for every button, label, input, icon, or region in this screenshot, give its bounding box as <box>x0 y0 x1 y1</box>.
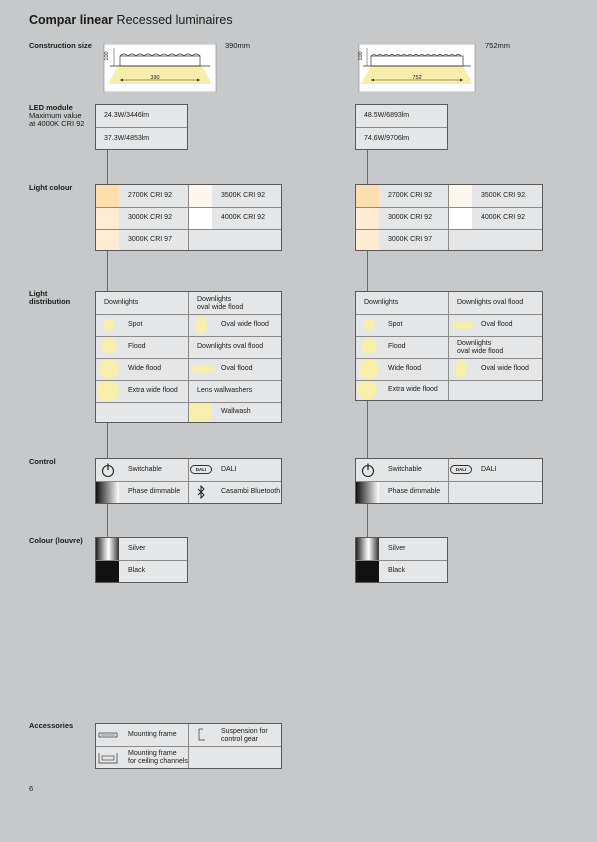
section-light-distribution <box>29 290 70 306</box>
dist-subheader-line: oval wide flood <box>457 348 504 355</box>
dim-height-right: 100 <box>358 51 364 61</box>
luminaire-section-drawing-752 <box>357 44 477 92</box>
dist-option: Spot <box>388 321 403 328</box>
colour-option: 3000K CRI 97 <box>128 235 172 243</box>
colour-option: 3500K CRI 92 <box>221 192 265 199</box>
power-switch-icon <box>360 462 376 478</box>
swatch-3500k <box>449 185 472 207</box>
ceiling-channel-frame-icon <box>98 750 118 766</box>
power-switch-icon <box>100 462 116 478</box>
accessory-option <box>128 747 188 769</box>
dist-option: Flood <box>388 343 406 350</box>
control-option: Switchable <box>128 466 162 473</box>
led-value: 48.5W/6893lm <box>364 112 410 119</box>
silver-louvre-swatch <box>96 538 119 560</box>
led-module-sub1: Maximum value <box>29 111 82 120</box>
dist-option: Oval flood <box>221 365 253 372</box>
beam-oval-wide-flood-icon <box>195 316 207 334</box>
row-divider <box>356 560 447 561</box>
control-option: Phase dimmable <box>388 488 441 495</box>
page-number: 6 <box>29 784 34 793</box>
dist-subheader <box>457 337 503 359</box>
dist-header-line: Downlights <box>197 296 232 303</box>
colour-option: Black <box>388 567 406 574</box>
colour-option: 3500K CRI 92 <box>481 192 525 199</box>
dim-height-left: 100 <box>104 51 110 61</box>
led-module-sub2: at 4000K CRI 92 <box>29 119 85 128</box>
connector-line <box>367 503 368 537</box>
swatch-4000k <box>449 207 472 229</box>
dist-option: Flood <box>128 343 146 350</box>
dist-header: Downlights oval flood <box>457 299 524 306</box>
beam-spot-icon <box>363 319 375 331</box>
led-module-table-left <box>95 104 188 150</box>
phase-dimming-gradient-icon <box>96 481 119 503</box>
colour-option: 3000K CRI 97 <box>388 235 432 243</box>
dist-subheader-line: Downlights <box>457 340 492 347</box>
section-accessories: Accessories <box>29 721 74 730</box>
col-divider <box>188 724 189 768</box>
beam-oval-flood-icon <box>191 365 215 373</box>
control-table-right <box>355 458 543 504</box>
colour-option: Silver <box>388 545 406 552</box>
light-colour-table-right <box>355 184 543 251</box>
section-control: Control <box>29 457 56 466</box>
accessories-table <box>95 723 282 769</box>
row-divider <box>356 336 542 337</box>
accessory-line: Mounting frame <box>128 750 177 757</box>
accessory-line: control gear <box>221 736 258 743</box>
connector-line <box>367 250 368 291</box>
control-option: DALI <box>481 466 497 473</box>
wallwash-swatch <box>189 402 212 422</box>
dist-option: Extra wide flood <box>128 387 178 394</box>
control-option: Casambi Bluetooth <box>221 488 281 495</box>
row-divider <box>356 358 542 359</box>
row-divider <box>356 481 542 482</box>
accessory-option: Mounting frame <box>128 731 177 738</box>
swatch-4000k <box>189 207 212 229</box>
colour-louvre-table-left <box>95 537 188 583</box>
led-module-table-right <box>355 104 448 150</box>
accessory-line: Suspension for <box>221 728 268 735</box>
light-dist-label-1: Light <box>29 289 48 298</box>
colour-option: Silver <box>128 545 146 552</box>
colour-option: 2700K CRI 92 <box>128 192 172 199</box>
swatch-3000k <box>356 207 379 229</box>
connector-line <box>107 503 108 537</box>
col-divider <box>448 459 449 503</box>
page-title <box>29 13 233 27</box>
colour-louvre-table-right <box>355 537 448 583</box>
dist-option: Oval wide flood <box>481 365 529 372</box>
dist-header-line: oval wide flood <box>197 304 244 311</box>
dali-badge-icon: DALI <box>190 465 212 474</box>
led-value: 74.6W/9706lm <box>364 135 410 142</box>
colour-option: 2700K CRI 92 <box>388 192 432 199</box>
size-label-left: 390mm <box>225 41 251 50</box>
dali-badge-icon: DALI <box>450 465 472 474</box>
dist-option: Oval flood <box>481 321 513 328</box>
section-colour-louvre: Colour (louvre) <box>29 536 83 545</box>
connector-line <box>107 149 108 184</box>
beam-wide-flood-icon <box>359 359 379 379</box>
dist-header: Downlights <box>364 299 399 306</box>
connector-line <box>367 400 368 458</box>
beam-extra-wide-flood-icon <box>357 380 377 400</box>
row-divider <box>96 560 187 561</box>
colour-option: Black <box>128 567 146 574</box>
led-module-label: LED module <box>29 103 73 112</box>
beam-oval-wide-flood-icon <box>455 360 467 378</box>
product-subtitle: Recessed luminaires <box>116 13 233 27</box>
col-divider <box>188 292 189 422</box>
dist-option: Wallwash <box>221 408 251 415</box>
connector-line <box>107 250 108 291</box>
led-value: 37.3W/4853lm <box>104 135 150 142</box>
beam-wide-flood-icon <box>99 359 119 379</box>
accessory-line: for ceiling channels <box>128 758 188 765</box>
beam-oval-flood-icon <box>451 321 475 329</box>
colour-option: 3000K CRI 92 <box>128 214 172 221</box>
swatch-3500k <box>189 185 212 207</box>
section-light-colour: Light colour <box>29 183 73 192</box>
dim-width-left: 390 <box>150 75 160 81</box>
light-dist-label-2: distribution <box>29 297 71 306</box>
beam-flood-icon <box>101 338 117 354</box>
dist-option: Wide flood <box>128 365 162 372</box>
swatch-3000k-cri97 <box>96 229 119 250</box>
dist-subheader: Downlights oval flood <box>197 343 264 350</box>
swatch-2700k <box>96 185 119 207</box>
dim-width-right: 752 <box>412 75 422 81</box>
colour-option: 4000K CRI 92 <box>481 214 525 221</box>
accessory-option <box>221 725 268 747</box>
control-option: Switchable <box>388 466 422 473</box>
row-divider <box>356 380 542 381</box>
col-divider <box>188 459 189 503</box>
connector-line <box>367 149 368 184</box>
brand-name: Compar linear <box>29 13 114 27</box>
col-divider <box>448 292 449 400</box>
phase-dimming-gradient-icon <box>356 481 379 503</box>
silver-louvre-swatch <box>356 538 379 560</box>
light-distribution-table-left <box>95 291 282 423</box>
row-divider <box>356 207 542 208</box>
beam-spot-icon <box>103 319 115 331</box>
bluetooth-icon <box>196 485 206 499</box>
black-louvre-swatch <box>356 560 379 582</box>
led-value: 24.3W/3446lm <box>104 112 150 119</box>
size-label-right: 752mm <box>485 41 511 50</box>
control-table-left <box>95 458 282 504</box>
control-option: Phase dimmable <box>128 488 181 495</box>
dist-option: Oval wide flood <box>221 321 269 328</box>
dist-option: Extra wide flood <box>388 386 438 393</box>
dist-subheader: Lens wallwashers <box>197 387 253 394</box>
col-divider <box>448 185 449 250</box>
row-divider <box>356 314 542 315</box>
colour-option: 3000K CRI 92 <box>388 214 432 221</box>
dist-header <box>197 293 243 315</box>
dist-option: Spot <box>128 321 143 328</box>
beam-flood-icon <box>361 338 377 354</box>
swatch-3000k-cri97 <box>356 229 379 250</box>
luminaire-section-drawing-390 <box>100 44 220 92</box>
col-divider <box>188 185 189 250</box>
mounting-frame-icon <box>98 730 118 740</box>
colour-option: 4000K CRI 92 <box>221 214 265 221</box>
swatch-3000k <box>96 207 119 229</box>
swatch-2700k <box>356 185 379 207</box>
section-led-module <box>29 104 84 128</box>
control-option: DALI <box>221 466 237 473</box>
section-construction-size: Construction size <box>29 41 92 50</box>
beam-extra-wide-flood-icon <box>97 380 119 402</box>
connector-line <box>107 422 108 458</box>
light-colour-table-left <box>95 184 282 251</box>
dist-header: Downlights <box>104 299 139 306</box>
dist-option: Wide flood <box>388 365 422 372</box>
suspension-icon <box>197 728 207 742</box>
black-louvre-swatch <box>96 560 119 582</box>
row-divider <box>356 229 542 230</box>
light-distribution-table-right <box>355 291 543 401</box>
